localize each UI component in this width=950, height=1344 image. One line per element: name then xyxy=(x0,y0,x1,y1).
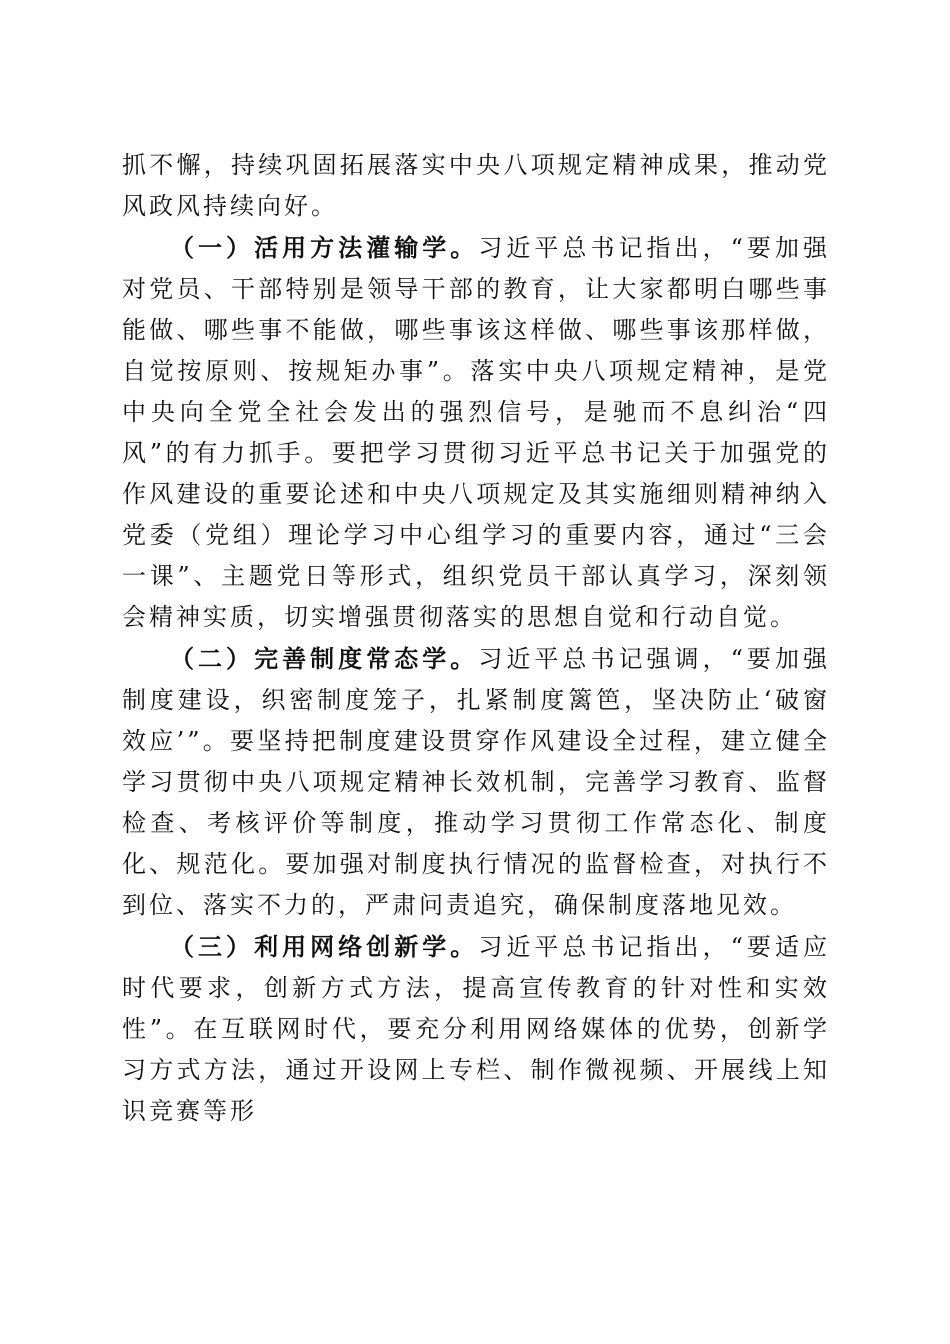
paragraph-text: 习近平总书记指出，“要加强对党员、干部特别是领导干部的教育，让大家都明白哪些事能做、哪些事不能做，哪些事该这样做、哪些事该那样做，自觉按原则、按规矩办事”。落实中央八项规定精神，是党中央向全党全社会发出的强烈信号，是驰而不息纠治“四风”的有力抓手。要把学习贯彻习近平总书记关于加强党的作风建设的重要论述和中央八项规定及其实施细则精神纳入党委（党组）理论学习中心组学习的重要内容，通过“三会一课”、主题党日等形式，组织党员干部认真学习，深刻领会精神实质，切实增强贯彻落实的思想自觉和行动自觉。 xyxy=(122,234,830,631)
paragraph-text: 抓不懈，持续巩固拓展落实中央八项规定精神成果，推动党风政风持续向好。 xyxy=(122,151,830,220)
paragraph-section-1 xyxy=(122,227,830,638)
section-heading: （二）完善制度常态学。 xyxy=(170,644,479,673)
paragraph-text: 习近平总书记强调，“要加强制度建设，织密制度笼子，扎紧制度篱笆，坚决防止‘破窗效应’”。要坚持把制度建设贯穿作风建设全过程，建立健全学习贯彻中央八项规定精神长效机制，完善学习教育、监督检查、考核评价等制度，推动学习贯彻工作常态化、制度化、规范化。要加强对制度执行情况的监督检查，对执行不到位、落实不力的，严肃问责追究，确保制度落地见效。 xyxy=(122,645,830,919)
document-body xyxy=(122,145,830,1132)
paragraph-section-2 xyxy=(122,638,830,926)
paragraph-continuation xyxy=(122,145,830,227)
section-heading: （一）活用方法灌输学。 xyxy=(170,233,479,262)
paragraph-section-3 xyxy=(122,926,830,1132)
section-heading: （三）利用网络创新学。 xyxy=(170,932,479,961)
paragraph-text: 习近平总书记指出，“要适应时代要求，创新方式方法，提高宣传教育的针对性和实效性”。在互联网时代，要充分利用网络媒体的优势，创新学习方式方法，通过开设网上专栏、制作微视频、开展线上知识竞赛等形 xyxy=(122,933,830,1125)
